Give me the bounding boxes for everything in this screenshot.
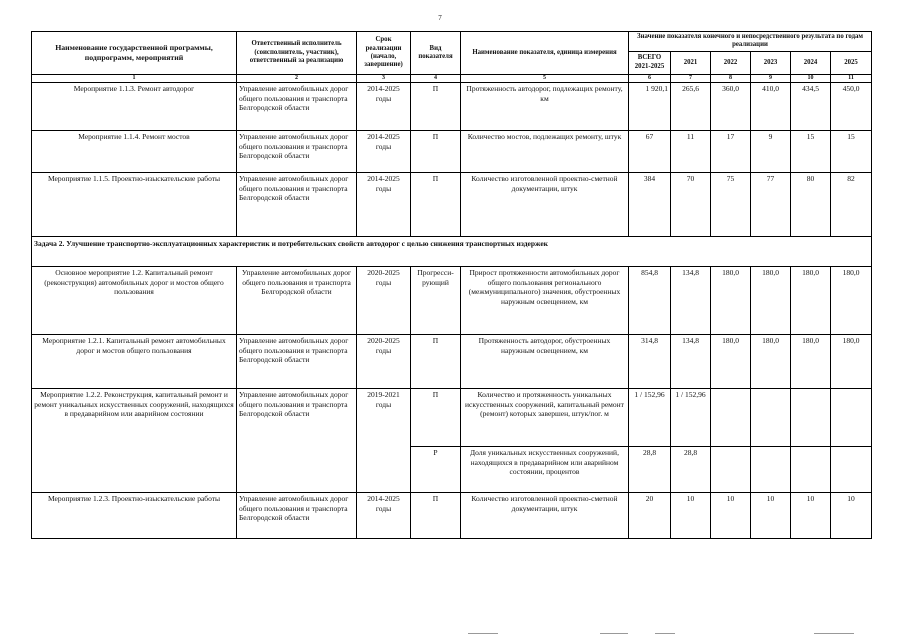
row-type: П xyxy=(411,492,461,538)
row-executor: Управление автомобильных дорог общего пользования и транспорта Белгородской области xyxy=(237,82,357,130)
page-edge-mark xyxy=(468,633,498,634)
row-name: Мероприятие 1.1.3. Ремонт автодорог xyxy=(32,82,237,130)
value-cell: 1 / 152,96 xyxy=(671,388,711,446)
row-executor: Управление автомобильных дорог общего пользования и транспорта Белгородской области xyxy=(237,388,357,492)
value-cell: 180,0 xyxy=(831,266,872,334)
col-number: 1 xyxy=(32,74,237,82)
value-cell: 180,0 xyxy=(751,334,791,388)
header-type: Вид показателя xyxy=(411,32,461,75)
row-indicator: Количество и протяженность уникальных искусственных сооружений, капитальный ремонт (ремонт) которых завершен, штук/пог. м xyxy=(461,388,629,446)
header-year: 2024 xyxy=(791,51,831,74)
page-edge-mark xyxy=(655,633,675,634)
value-cell xyxy=(831,446,872,492)
page-number: 7 xyxy=(438,14,442,22)
value-cell: 10 xyxy=(791,492,831,538)
value-cell: 180,0 xyxy=(711,334,751,388)
indicators-table xyxy=(31,31,872,539)
value-total: 384 xyxy=(629,172,671,236)
value-cell: 180,0 xyxy=(791,334,831,388)
header-indicator: Наименование показателя, единица измерения xyxy=(461,32,629,75)
value-cell: 77 xyxy=(751,172,791,236)
value-cell: 11 xyxy=(671,130,711,172)
value-cell: 134,8 xyxy=(671,334,711,388)
header-year: 2023 xyxy=(751,51,791,74)
value-cell: 15 xyxy=(831,130,872,172)
table-row xyxy=(32,130,872,172)
value-cell: 180,0 xyxy=(751,266,791,334)
task-2-title: Задача 2. Улучшение транспортно-эксплуатационных характеристик и потребительских свойств автодорог с целью снижения транспортных издержек xyxy=(32,236,872,266)
row-type: П xyxy=(411,334,461,388)
value-cell: 10 xyxy=(671,492,711,538)
row-name: Мероприятие 1.2.1. Капитальный ремонт автомобильных дорог и мостов общего пользования xyxy=(32,334,237,388)
col-number: 2 xyxy=(237,74,357,82)
value-cell: 9 xyxy=(751,130,791,172)
value-cell: 70 xyxy=(671,172,711,236)
row-type: Р xyxy=(411,446,461,492)
col-number: 6 xyxy=(629,74,671,82)
value-cell: 82 xyxy=(831,172,872,236)
row-indicator: Количество изготовленной проектно-сметной документации, штук xyxy=(461,172,629,236)
table-row xyxy=(32,266,872,334)
col-number: 3 xyxy=(357,74,411,82)
row-name: Мероприятие 1.2.2. Реконструкция, капитальный ремонт и ремонт уникальных искусственных сооружений, находящихся в предаварийном или аварийном состоянии xyxy=(32,388,237,492)
table-row xyxy=(32,334,872,388)
header-year: 2022 xyxy=(711,51,751,74)
row-executor: Управление автомобильных дорог общего пользования и транспорта Белгородской области xyxy=(237,266,357,334)
table-row xyxy=(32,492,872,538)
row-term: 2014-2025 годы xyxy=(357,172,411,236)
row-term: 2020-2025 годы xyxy=(357,266,411,334)
row-term: 2019-2021 годы xyxy=(357,388,411,492)
header-values-title: Значение показателя конечного и непосредственного результата по годам реализации xyxy=(629,32,872,52)
value-total: 67 xyxy=(629,130,671,172)
value-cell xyxy=(751,388,791,446)
value-cell: 17 xyxy=(711,130,751,172)
header-name: Наименование государственной программы, подпрограмм, мероприятий xyxy=(32,32,237,75)
row-indicator: Прирост протяженности автомобильных дорог общего пользования регионального (межмуниципального) значения, обустроенных наружным освещением, км xyxy=(461,266,629,334)
row-term: 2014-2025 годы xyxy=(357,492,411,538)
value-cell xyxy=(791,446,831,492)
table-row xyxy=(32,82,872,130)
value-cell: 15 xyxy=(791,130,831,172)
value-cell: 265,6 xyxy=(671,82,711,130)
value-cell xyxy=(791,388,831,446)
value-cell: 434,5 xyxy=(791,82,831,130)
value-cell: 10 xyxy=(711,492,751,538)
col-number: 10 xyxy=(791,74,831,82)
value-cell: 134,8 xyxy=(671,266,711,334)
header-executor: Ответственный исполнитель (соисполнитель, участник), ответственный за реализацию xyxy=(237,32,357,75)
row-name: Мероприятие 1.1.5. Проектно-изыскательские работы xyxy=(32,172,237,236)
value-cell: 450,0 xyxy=(831,82,872,130)
value-cell xyxy=(711,388,751,446)
value-cell: 80 xyxy=(791,172,831,236)
row-indicator: Количество мостов, подлежащих ремонту, штук xyxy=(461,130,629,172)
row-type: П xyxy=(411,130,461,172)
row-type: П xyxy=(411,388,461,446)
col-number: 7 xyxy=(671,74,711,82)
value-cell: 410,0 xyxy=(751,82,791,130)
header-year: 2025 xyxy=(831,51,872,74)
row-name: Мероприятие 1.2.3. Проектно-изыскательские работы xyxy=(32,492,237,538)
table-row xyxy=(32,172,872,236)
value-cell: 10 xyxy=(831,492,872,538)
value-cell: 28,8 xyxy=(671,446,711,492)
value-cell: 360,0 xyxy=(711,82,751,130)
row-executor: Управление автомобильных дорог общего пользования и транспорта Белгородской области xyxy=(237,130,357,172)
column-number-row xyxy=(32,74,872,82)
header-year-total: ВСЕГО 2021-2025 xyxy=(629,51,671,74)
page-edge-mark xyxy=(814,633,854,634)
header-term: Срок реализации (начало, завершение) xyxy=(357,32,411,75)
col-number: 5 xyxy=(461,74,629,82)
row-type: Прогресси-рующий xyxy=(411,266,461,334)
page-edge-mark xyxy=(600,633,628,634)
table-row xyxy=(32,388,872,446)
value-cell: 75 xyxy=(711,172,751,236)
value-cell: 180,0 xyxy=(831,334,872,388)
value-cell: 10 xyxy=(751,492,791,538)
row-indicator: Количество изготовленной проектно-сметной документации, штук xyxy=(461,492,629,538)
row-term: 2014-2025 годы xyxy=(357,130,411,172)
col-number: 4 xyxy=(411,74,461,82)
row-indicator: Протяженность автодорог, подлежащих ремонту, км xyxy=(461,82,629,130)
row-name: Основное мероприятие 1.2. Капитальный ремонт (реконструкция) автомобильных дорог и мостов общего пользования xyxy=(32,266,237,334)
value-total: 314,8 xyxy=(629,334,671,388)
value-cell: 180,0 xyxy=(711,266,751,334)
value-cell: 180,0 xyxy=(791,266,831,334)
col-number: 11 xyxy=(831,74,872,82)
task-row xyxy=(32,236,872,266)
col-number: 9 xyxy=(751,74,791,82)
value-total: 1 920,1 xyxy=(629,82,671,130)
row-term: 2014-2025 годы xyxy=(357,82,411,130)
row-indicator: Доля уникальных искусственных сооружений, находящихся в предаварийном или аварийном состоянии, процентов xyxy=(461,446,629,492)
value-total: 28,8 xyxy=(629,446,671,492)
value-total: 20 xyxy=(629,492,671,538)
row-executor: Управление автомобильных дорог общего пользования и транспорта Белгородской области xyxy=(237,334,357,388)
row-name: Мероприятие 1.1.4. Ремонт мостов xyxy=(32,130,237,172)
row-type: П xyxy=(411,82,461,130)
value-total: 854,8 xyxy=(629,266,671,334)
value-cell xyxy=(751,446,791,492)
row-indicator: Протяженность автодорог, обустроенных наружным освещением, км xyxy=(461,334,629,388)
row-type: П xyxy=(411,172,461,236)
col-number: 8 xyxy=(711,74,751,82)
row-executor: Управление автомобильных дорог общего пользования и транспорта Белгородской области xyxy=(237,172,357,236)
value-cell xyxy=(831,388,872,446)
value-cell xyxy=(711,446,751,492)
value-total: 1 / 152,96 xyxy=(629,388,671,446)
header-year: 2021 xyxy=(671,51,711,74)
row-executor: Управление автомобильных дорог общего пользования и транспорта Белгородской области xyxy=(237,492,357,538)
row-term: 2020-2025 годы xyxy=(357,334,411,388)
